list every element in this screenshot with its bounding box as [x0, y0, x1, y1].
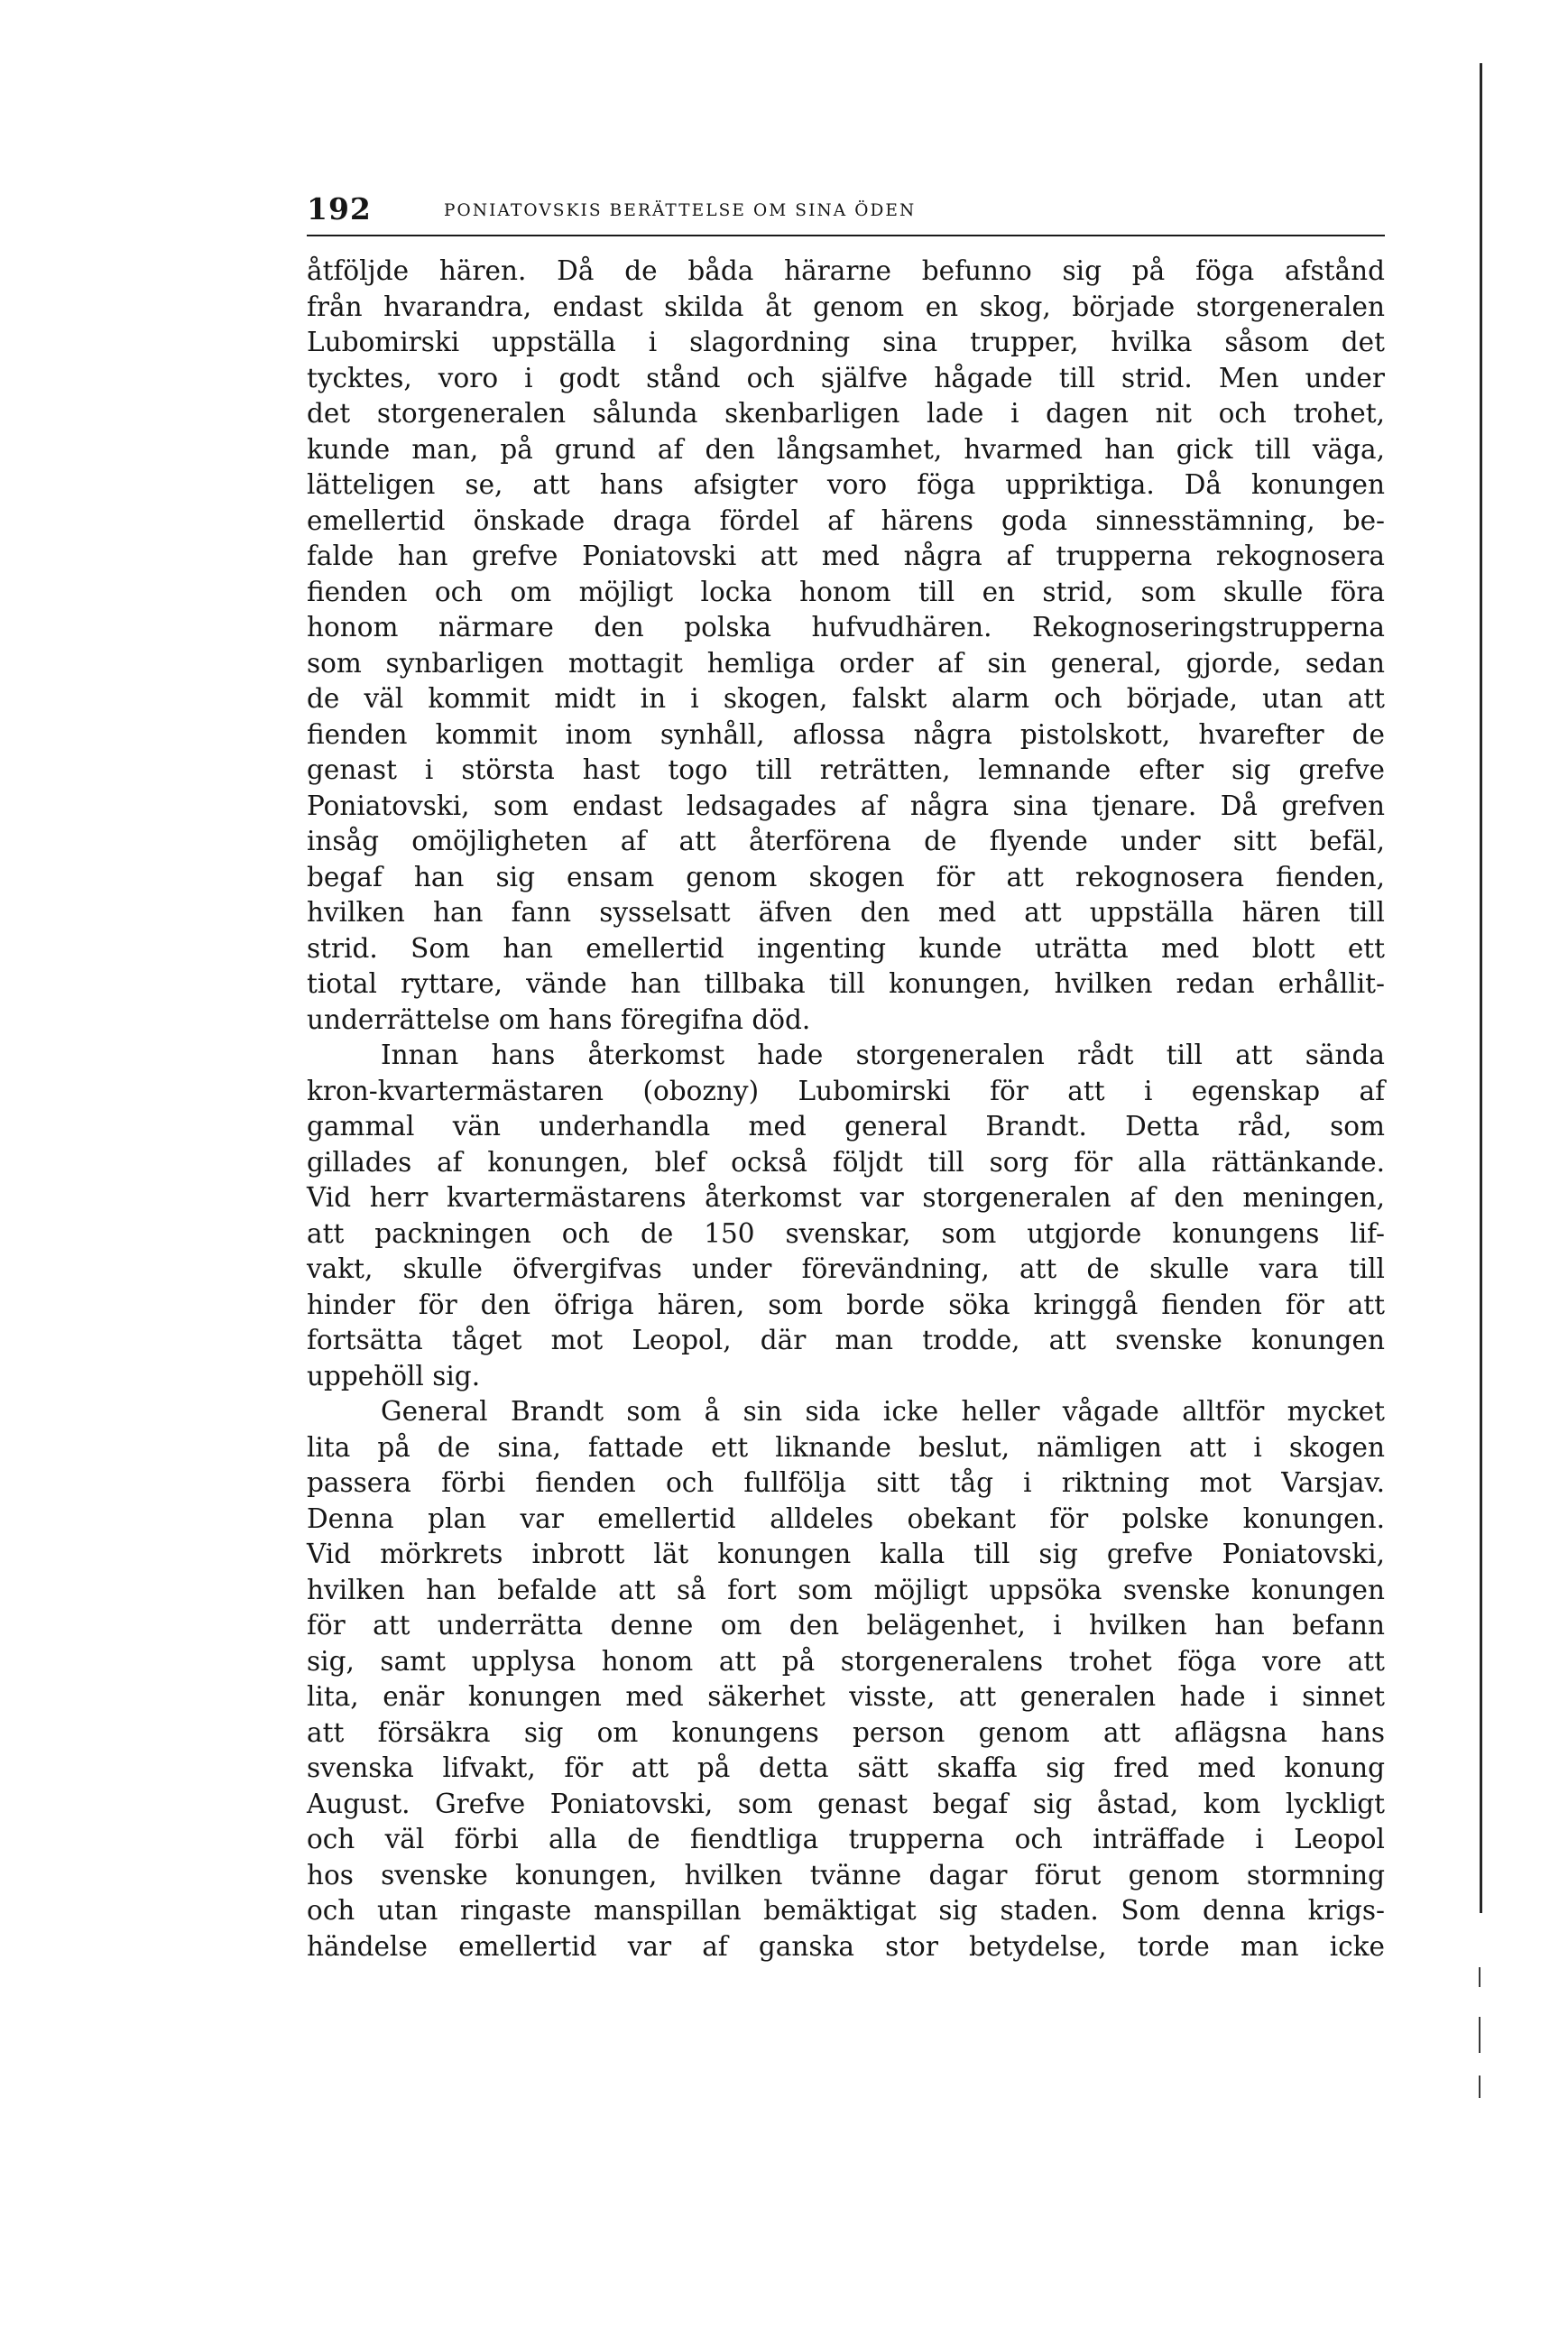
text-line: vakt, skulle öfvergifvas under förevändning, att de skulle vara till	[307, 1253, 1385, 1284]
text-line: åtföljde hären. Då de båda härarne befunno sig på föga afstånd	[307, 255, 1385, 286]
text-line: Poniatovski, som endast ledsagades af några sina tjenare. Då grefven	[307, 790, 1385, 821]
body-text	[307, 254, 1385, 1965]
text-line: August. Grefve Poniatovski, som genast begaf sig åstad, kom lyckligt	[307, 1788, 1385, 1819]
text-line: genast i största hast togo till reträtten, lemnande efter sig grefve	[307, 754, 1385, 785]
text-line: och utan ringaste manspillan bemäktigat sig staden. Som denna krigs-	[307, 1895, 1385, 1926]
text-line: händelse emellertid var af ganska stor betydelse, torde man icke	[307, 1930, 1385, 1962]
text-line: Lubomirski uppställa i slagordning sina trupper, hvilka såsom det	[307, 327, 1385, 357]
scan-mark	[1479, 2076, 1480, 2098]
text-line: lita på de sina, fattade ett liknande beslut, nämligen att i skogen	[307, 1431, 1385, 1463]
book-page	[307, 191, 1385, 1965]
text-line: hvilken han befalde att så fort som möjligt uppsöka svenske konungen	[307, 1574, 1385, 1605]
text-line: begaf han sig ensam genom skogen för att rekognosera fienden,	[307, 861, 1385, 892]
text-line: som synbarligen mottagit hemliga order af sin general, gjorde, sedan	[307, 647, 1385, 679]
text-line: hinder för den öfriga hären, som borde söka kringgå fienden för att	[307, 1289, 1385, 1320]
text-line: hos svenske konungen, hvilken tvänne dagar förut genom stormning	[307, 1859, 1385, 1891]
scan-mark	[1479, 2017, 1480, 2053]
text-line: uppehöll sig.	[307, 1360, 481, 1391]
text-line: att försäkra sig om konungens person genom att aflägsna hans	[307, 1716, 1385, 1748]
text-line: sig, samt upplysa honom att på storgeneralens trohet föga vore att	[307, 1645, 1385, 1677]
text-line: General Brandt som å sin sida icke heller vågade alltför mycket	[381, 1396, 1385, 1427]
text-line: de väl kommit midt in i skogen, falskt alarm och började, utan att	[307, 683, 1385, 714]
text-line: honom närmare den polska hufvudhären. Rekognoseringstrupperna	[307, 612, 1385, 643]
text-line: från hvarandra, endast skilda åt genom en skog, började storgeneralen	[307, 291, 1385, 322]
text-line: fienden och om möjligt locka honom till en strid, som skulle föra	[307, 576, 1385, 607]
text-line: och väl förbi alla de fiendtliga trupperna och inträffade i Leopol	[307, 1824, 1385, 1854]
text-line: Vid herr kvartermästarens återkomst var storgeneralen af den meningen,	[307, 1182, 1385, 1213]
text-line: hvilken han fann sysselsatt äfven den med att uppställa hären till	[307, 897, 1385, 928]
text-line: tycktes, voro i godt stånd och själfve hågade till strid. Men under	[307, 362, 1385, 393]
text-line: Denna plan var emellertid alldeles obekant för polske konungen.	[307, 1502, 1385, 1534]
text-line: Innan hans återkomst hade storgeneralen rådt till att sända	[381, 1040, 1385, 1070]
text-line: insåg omöjligheten af att återförena de flyende under sitt befäl,	[307, 826, 1385, 856]
text-line: underrättelse om hans föregifna död.	[307, 1003, 811, 1035]
text-line: gammal vän underhandla med general Brandt. Detta råd, som	[307, 1111, 1385, 1142]
text-line: svenska lifvakt, för att på detta sätt skaffa sig fred med konung	[307, 1752, 1385, 1783]
text-line: lita, enär konungen med säkerhet visste, att generalen hade i sinnet	[307, 1681, 1385, 1712]
text-line: passera förbi fienden och fullfölja sitt tåg i riktning mot Varsjav.	[307, 1467, 1385, 1498]
running-head: PONIATOVSKIS BERÄTTELSE OM SINA ÖDEN	[444, 201, 917, 220]
text-line: lätteligen se, att hans afsigter voro föga uppriktiga. Då konungen	[307, 469, 1385, 500]
text-line: tiotal ryttare, vände han tillbaka till konungen, hvilken redan erhållit-	[307, 968, 1385, 999]
page-number: 192	[307, 191, 372, 227]
scan-page-edge	[1480, 63, 1482, 1913]
page-header	[307, 191, 1385, 236]
scan-mark	[1479, 1967, 1480, 1987]
text-line: falde han grefve Poniatovski att med några af trupperna rekognosera	[307, 541, 1385, 571]
text-line: emellertid önskade draga fördel af härens goda sinnesstämning, be-	[307, 504, 1385, 536]
text-line: fienden kommit inom synhåll, aflossa några pistolskott, hvarefter de	[307, 718, 1385, 750]
text-line: för att underrätta denne om den belägenhet, i hvilken han befann	[307, 1610, 1385, 1641]
text-line: Vid mörkrets inbrott lät konungen kalla till sig grefve Poniatovski,	[307, 1539, 1385, 1569]
text-line: strid. Som han emellertid ingenting kunde uträtta med blott ett	[307, 932, 1385, 964]
text-line: det storgeneralen sålunda skenbarligen lade i dagen nit och trohet,	[307, 398, 1385, 429]
text-line: fortsätta tåget mot Leopol, där man trodde, att svenske konungen	[307, 1325, 1385, 1355]
text-line: kron-kvartermästaren (obozny) Lubomirski för att i egenskap af	[307, 1075, 1385, 1106]
text-line: kunde man, på grund af den långsamhet, hvarmed han gick till väga,	[307, 433, 1385, 465]
text-line: att packningen och de 150 svenskar, som utgjorde konungens lif-	[307, 1217, 1385, 1249]
text-line: gillades af konungen, blef också följdt till sorg för alla rättänkande.	[307, 1146, 1385, 1178]
